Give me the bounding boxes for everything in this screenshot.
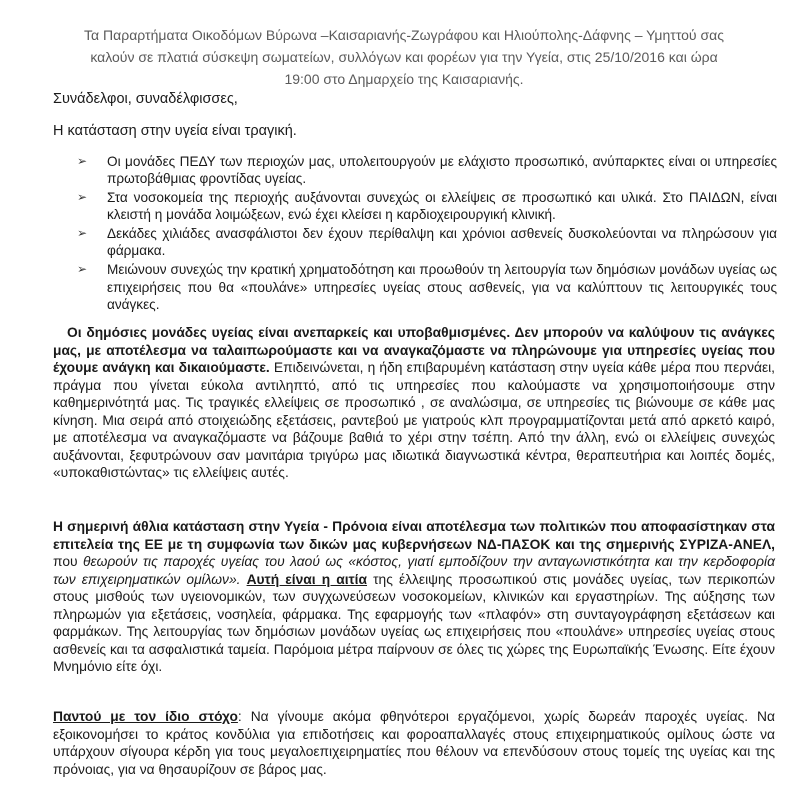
paragraph-body: της έλλειψης προσωπικού στις μονάδες υγείας, των περικοπών στους μισθούς των υγειονομικών, των συγχωνεύσεων νοσοκομείων, κλινικών και εργαστηρίων. Της αύξησης των πληρωμών για εξετάσεις, νοσηλεία, φάρμακα. Της εφαρμογής των «πλαφόν» στη συνταγογράφηση εξετάσεων και φαρμάκων. Της λειτουργίας των δημόσιων μονάδων υγείας ως επιχειρήσεις που «πουλάνε» υπηρεσίες υγείας στους ασθενείς και τα ασφαλιστικά ταμεία. Παρόμοια μέτρα παίρνουν σε όλες τις χώρες της Ευρωπαϊκής Ένωσης. Είτε έχουν Μνημόνιο είτε όχι. <box>53 571 775 674</box>
bullet-item <box>77 153 777 188</box>
bullet-text: Οι μονάδες ΠΕΔΥ των περιοχών μας, υπολειτουργούν με ελάχιστο προσωπικό, ανύπαρκτες είναι οι υπηρεσίες πρωτοβάθμιας φροντίδας υγείας. <box>107 154 777 187</box>
header-line-1: Τα Παραρτήματα Οικοδόμων Βύρωνα –Καισαριανής-Ζωγράφου και Ηλιούπολης-Δάφνης – Υμηττού σας <box>84 27 724 43</box>
header-line-2: καλούν σε πλατιά σύσκεψη σωματείων, συλλόγων και φορέων για την Υγεία, στις 25/10/2016 και ώρα <box>90 49 718 65</box>
bullet-item <box>77 225 777 260</box>
arrow-bullet-icon: ➢ <box>77 154 88 168</box>
arrow-bullet-icon: ➢ <box>77 262 88 277</box>
arrow-bullet-icon: ➢ <box>77 190 88 205</box>
intro-sentence: Η κατάσταση στην υγεία είναι τραγική. <box>53 123 297 139</box>
bullet-item <box>77 189 777 224</box>
paragraph-bold-lead: Η σημερινή άθλια κατάσταση στην Υγεία - Πρόνοια είναι αποτέλεσμα των πολιτικών που αποφασίστηκαν στα επιτελεία της ΕΕ με τη συμφωνία των δικών μας κυβερνήσεων ΝΔ-ΠΑΣΟΚ και της σημερινής ΣΥΡΙΖΑ-ΑΝΕΛ, <box>53 519 775 552</box>
paragraph-connector: που <box>53 554 84 569</box>
bullet-text: Στα νοσοκομεία της περιοχής αυξάνονται συνεχώς οι ελλείψεις σε προσωπικό και υλικά. Στο ΠΑΙΔΩΝ, είναι κλειστή η μονάδα λοιμώξεων, ενώ έχει κλείσει η καρδιοχειρουργική κλινική. <box>107 190 777 223</box>
paragraph-italic-quote: θεωρούν τις παροχές υγείας του λαού ως «κόστος, γιατί εμποδίζουν την ανταγωνιστικότητα και την κερδοφορία των επιχειρηματικών ομίλων». <box>53 554 775 587</box>
header-line-3: 19:00 στο Δημαρχείο της Καισαριανής. <box>284 71 524 87</box>
bullet-item <box>77 261 777 313</box>
arrow-bullet-icon: ➢ <box>77 226 88 241</box>
bullet-text: Δεκάδες χιλιάδες ανασφάλιστοι δεν έχουν περίθαλψη και χρόνιοι ασθενείς δυσκολεύονται να πληρώσουν για φάρμακα. <box>107 226 777 259</box>
bullet-list <box>77 153 777 315</box>
underlined-heading: Αυτή είναι η αιτία <box>246 571 368 587</box>
paragraph-body: : Να γίνουμε ακόμα φθηνότεροι εργαζόμενοι, χωρίς δωρεάν παροχές υγείας. Να εξοικονομήσει το κράτος κονδύλια για επιδοτήσεις και φοροαπαλλαγές στους επιχειρηματικούς ομίλους ώστε να υπάρχουν σίγουρα κέρδη για τους μεγαλοεπιχειρηματίες που θέλουν να επενδύσουν στους τομείς της υγείας και της πρόνοιας, για να θησαυρίζουν σε βάρος μας. <box>53 709 776 777</box>
paragraph-policy-cause <box>53 518 775 676</box>
invitation-header <box>28 24 780 90</box>
paragraph-public-units <box>53 324 775 482</box>
underlined-heading: Παντού με τον ίδιο στόχο <box>53 709 238 724</box>
salutation: Συνάδελφοι, συναδέλφισσες, <box>53 91 238 107</box>
paragraph-bold-lead: Οι δημόσιες μονάδες υγείας είναι ανεπαρκείς και υποβαθμισμένες. Δεν μπορούν να καλύψουν τις ανάγκες μας, με αποτέλεσμα να ταλαιπωρούμαστε και να αναγκαζόμαστε να πληρώνουμε για υπηρεσίες υγείας που έχουμε ανάγκη και δικαιούμαστε. <box>53 325 775 375</box>
paragraph-same-goal <box>53 708 775 778</box>
bullet-text: Μειώνουν συνεχώς την κρατική χρηματοδότηση και προωθούν τη λειτουργία των δημόσιων μονάδων υγείας ως επιχειρήσεις που θα «πουλάνε» υπηρεσίες υγείας στους ασθενείς, για να καλύπτουν τις λειτουργικές τους ανάγκες. <box>107 262 777 312</box>
paragraph-body: Επιδεινώνεται, η ήδη επιβαρυμένη κατάσταση στην υγεία κάθε μέρα που περνάει, πράγμα που γίνεται εύκολα αντιληπτό, από τις υπηρεσίες που καλούμαστε να χρησιμοποιήσουμε στην καθημερινότητά μας. Τις τραγικές ελλείψεις σε προσωπικό , σε αναλώσιμα, σε υπηρεσίες τις βιώνουμε σε κάθε μας κίνηση. Μια σειρά από στοιχειώδης εξετάσεις, ραντεβού με γιατρούς κλπ προγραμματίζονται μετά από αρκετό καιρό, με αποτέλεσμα να αναγκαζόμαστε να βάζουμε βαθιά το χέρι στην τσέπη. Από την άλλη, ενώ οι ελλείψεις συνεχώς αυξάνονται, ξεφυτρώνουν σαν μανιτάρια τριγύρω μας ιδιωτικά διαγνωστικά κέντρα, θεραπευτήρια και λοιπές δομές, «υποκαθιστώντας» τις ελλείψεις αυτές. <box>53 360 775 480</box>
